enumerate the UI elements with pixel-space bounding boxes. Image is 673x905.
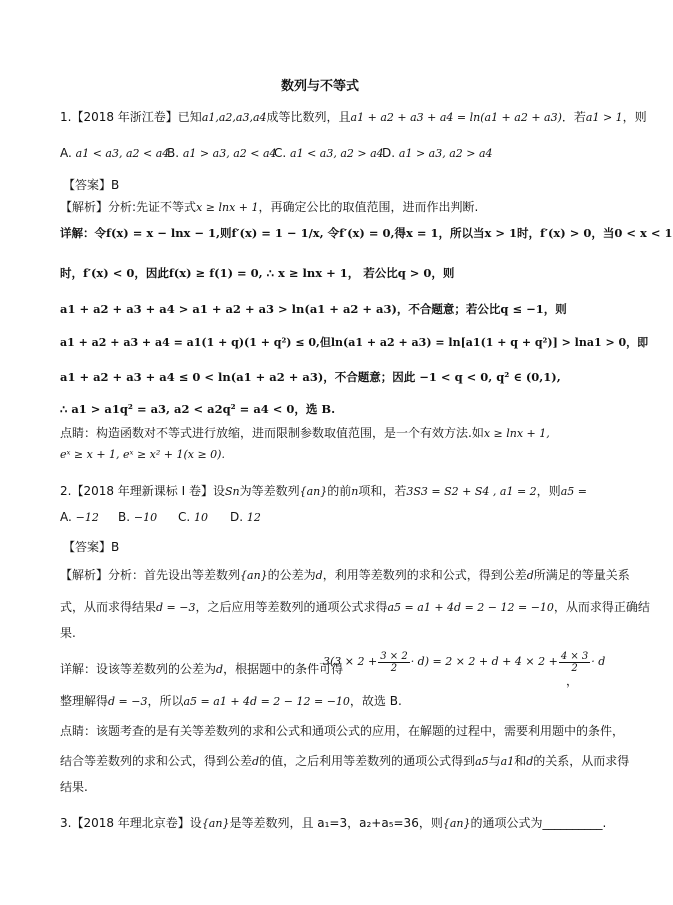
q1-detail-1: 详解：令f(x) = x − lnx − 1,则f′(x) = 1 − 1/x, 令f′(x) = 0,得x = 1，所以当x > 1时，f′(x) > 0，当0 < x < 1	[60, 226, 673, 240]
q1-condition: a1 + a2 + a3 + a4 = ln(a1 + a2 + a3)	[350, 111, 562, 124]
q2-stem: 2.【2018 年理新课标 I 卷】设Sn为等差数列{an}的前n项和，若3S3 = S2 + S4 , a1 = 2，则a5 =	[60, 484, 587, 498]
q1-detail-4: a1 + a2 + a3 + a4 = a1(1 + q)(1 + q²) ≤ 0,但ln(a1 + a2 + a3) = ln[a1(1 + q + q²)] > lna1 > 0，即	[60, 336, 649, 349]
q1-detail-6: ∴ a1 > a1q² = a3, a2 < a2q² = a4 < 0，选 B.	[60, 402, 336, 416]
q1-options	[60, 144, 580, 162]
q1-point-ineq: eˣ ≥ x + 1, eˣ ≥ x² + 1(x ≥ 0).	[60, 448, 225, 461]
q1-sequence: a1,a2,a3,a4	[201, 111, 267, 124]
q1-option-a: A. a1 < a3, a2 < a4	[60, 146, 170, 160]
q1-detail-3: a1 + a2 + a3 + a4 > a1 + a2 + a3 > ln(a1 + a2 + a3)，不合题意；若公比q ≤ −1，则	[60, 302, 567, 316]
q1-point: 点睛：构造函数对不等式进行放缩，进而限制参数取值范围，是一个有效方法.如x ≥ lnx + 1,	[60, 426, 550, 440]
q2-option-b: B. −10	[118, 510, 158, 524]
q2-detail-equation: 3(3 × 2 + $\frac{3 \times 2}{2}$ · d) = 2 × 2 + d + 4 × 2 + $\frac{4 \times 3}{2}$ · d	[323, 650, 606, 674]
q2-analysis-3: 果.	[60, 626, 76, 640]
q2-option-d: D. 12	[230, 510, 261, 524]
q1-detail-5: a1 + a2 + a3 + a4 ≤ 0 < ln(a1 + a2 + a3)，不合题意；因此 −1 < q < 0, q² ∈ (0,1),	[60, 370, 561, 384]
q1-answer: 【答案】B	[63, 178, 120, 192]
q1-option-b: B. a1 > a3, a2 < a4	[167, 146, 277, 160]
q3-answer-blank: __________	[542, 816, 603, 830]
q2-point-2: 结合等差数列的求和公式，得到公差d的值，之后利用等差数列的通项公式得到a5与a1和d的关系，从而求得	[60, 754, 630, 768]
q2-answer: 【答案】B	[63, 540, 120, 554]
q2-analysis-2: 式，从而求得结果d = −3，之后应用等差数列的通项公式求得a5 = a1 + 4d = 2 − 12 = −10，从而求得正确结	[60, 600, 650, 614]
q2-detail-1: 详解：设该等差数列的公差为d，根据题中的条件可得	[60, 662, 344, 676]
q3-stem: 3.【2018 年理北京卷】设{an}是等差数列，且 a₁=3，a₂+a₅=36，则{an}的通项公式为__________.	[60, 816, 607, 830]
q2-option-c: C. 10	[178, 510, 209, 524]
q2-analysis-1: 【解析】分析：首先设出等差数列{an}的公差为d，利用等差数列的求和公式，得到公差d所满足的等量关系	[60, 568, 630, 582]
q1-stem: 1.【2018 年浙江卷】已知a1,a2,a3,a4成等比数列，且a1 + a2 + a3 + a4 = ln(a1 + a2 + a3)．若a1 > 1，则	[60, 110, 647, 124]
q2-point-1: 点睛：该题考查的是有关等差数列的求和公式和通项公式的应用，在解题的过程中，需要利用题中的条件，	[60, 724, 625, 738]
q2-detail-comma: ，	[566, 674, 579, 688]
q1-detail-2: 时，f′(x) < 0，因此f(x) ≥ f(1) = 0, ∴ x ≥ lnx + 1， 若公比q > 0，则	[60, 266, 455, 280]
q2-options	[60, 508, 360, 526]
q1-analysis: 【解析】分析:先证不等式x ≥ lnx + 1，再确定公比的取值范围，进而作出判断.	[60, 200, 479, 214]
q1-condition-2: a1 > 1	[585, 111, 623, 124]
q1-option-d: D. a1 > a3, a2 > a4	[382, 146, 493, 160]
page-title: 数列与不等式	[280, 79, 359, 94]
q2-detail-2: 整理解得d = −3，所以a5 = a1 + 4d = 2 − 12 = −10，故选 B.	[60, 694, 402, 708]
q2-point-3: 结果.	[60, 780, 88, 794]
q1-option-c: C. a1 < a3, a2 > a4	[274, 146, 384, 160]
q2-option-a: A. −12	[60, 510, 99, 524]
